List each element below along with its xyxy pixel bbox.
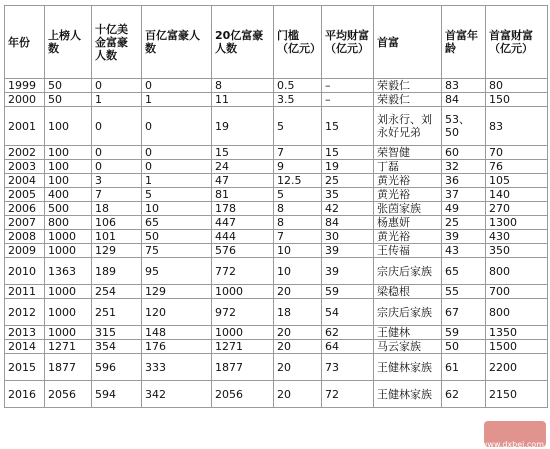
table-cell: 8 xyxy=(212,79,274,93)
table-cell: 2007 xyxy=(5,216,45,230)
table-cell: 0 xyxy=(92,79,142,93)
table-cell: 5 xyxy=(274,107,322,146)
table-cell: 1877 xyxy=(212,354,274,381)
table-cell: 张茵家族 xyxy=(374,202,442,216)
table-cell: 2056 xyxy=(45,381,92,408)
table-cell: 19 xyxy=(212,107,274,146)
table-cell: 596 xyxy=(92,354,142,381)
table-row xyxy=(5,79,548,93)
table-cell: 0 xyxy=(142,79,212,93)
table-cell: – xyxy=(322,79,374,93)
table-cell: 10 xyxy=(142,202,212,216)
table-cell: 39 xyxy=(322,244,374,258)
column-header: 上榜人数 xyxy=(45,6,92,79)
table-cell: 19 xyxy=(322,160,374,174)
column-header: 首富年龄 xyxy=(442,6,486,79)
column-header: 年份 xyxy=(5,6,45,79)
table-cell: 2005 xyxy=(5,188,45,202)
table-cell: 106 xyxy=(92,216,142,230)
table-cell: 772 xyxy=(212,258,274,285)
table-cell: 7 xyxy=(274,146,322,160)
table-cell: 1300 xyxy=(486,216,548,230)
table-cell: 0 xyxy=(142,146,212,160)
table-cell: 101 xyxy=(92,230,142,244)
table-cell: 53、50 xyxy=(442,107,486,146)
table-cell: 47 xyxy=(212,174,274,188)
table-cell: 1000 xyxy=(212,326,274,340)
table-cell: 65 xyxy=(442,258,486,285)
table-cell: 2001 xyxy=(5,107,45,146)
table-cell: 95 xyxy=(142,258,212,285)
table-cell: 2003 xyxy=(5,160,45,174)
table-cell: 2150 xyxy=(486,381,548,408)
table-cell: 1000 xyxy=(45,326,92,340)
table-cell: 30 xyxy=(322,230,374,244)
table-cell: 178 xyxy=(212,202,274,216)
table-cell: 576 xyxy=(212,244,274,258)
table-cell: 马云家族 xyxy=(374,340,442,354)
column-header: 首富财富（亿元） xyxy=(486,6,548,79)
table-cell: 0 xyxy=(142,160,212,174)
table-cell: 9 xyxy=(274,160,322,174)
table-cell: 黄光裕 xyxy=(374,188,442,202)
table-cell: 254 xyxy=(92,285,142,299)
table-cell: 39 xyxy=(442,230,486,244)
table-cell: 251 xyxy=(92,299,142,326)
table-cell: 49 xyxy=(442,202,486,216)
table-cell: 1363 xyxy=(45,258,92,285)
table-cell: 800 xyxy=(486,258,548,285)
table-cell: 354 xyxy=(92,340,142,354)
table-cell: 72 xyxy=(322,381,374,408)
table-cell: 18 xyxy=(92,202,142,216)
table-cell: 1000 xyxy=(45,244,92,258)
table-cell: 1000 xyxy=(45,285,92,299)
table-cell: 430 xyxy=(486,230,548,244)
table-cell: 59 xyxy=(442,326,486,340)
table-cell: 76 xyxy=(486,160,548,174)
table-cell: 100 xyxy=(45,160,92,174)
table-cell: 20 xyxy=(274,381,322,408)
table-cell: 42 xyxy=(322,202,374,216)
table-cell: 70 xyxy=(486,146,548,160)
table-cell: 2000 xyxy=(5,93,45,107)
table-cell: 1350 xyxy=(486,326,548,340)
table-cell: 2002 xyxy=(5,146,45,160)
table-cell: 1000 xyxy=(45,299,92,326)
table-cell: 400 xyxy=(45,188,92,202)
table-cell: 15 xyxy=(322,107,374,146)
table-cell: 0 xyxy=(142,107,212,146)
table-cell: 王健林家族 xyxy=(374,381,442,408)
table-cell: 25 xyxy=(322,174,374,188)
table-cell: 150 xyxy=(486,93,548,107)
table-row xyxy=(5,93,548,107)
table-cell: 2011 xyxy=(5,285,45,299)
table-cell: 50 xyxy=(45,93,92,107)
table-cell: 1500 xyxy=(486,340,548,354)
table-cell: 1271 xyxy=(212,340,274,354)
table-cell: 20 xyxy=(274,354,322,381)
table-cell: 35 xyxy=(322,188,374,202)
table-row xyxy=(5,381,548,408)
table-cell: 500 xyxy=(45,202,92,216)
table-cell: 荣毅仁 xyxy=(374,79,442,93)
table-cell: 55 xyxy=(442,285,486,299)
table-cell: 59 xyxy=(322,285,374,299)
column-header: 20亿富豪人数 xyxy=(212,6,274,79)
table-cell: 18 xyxy=(274,299,322,326)
table-cell: 43 xyxy=(442,244,486,258)
table-cell: 荣毅仁 xyxy=(374,93,442,107)
table-row xyxy=(5,230,548,244)
table-cell: 7 xyxy=(274,230,322,244)
table-cell: 杨惠妍 xyxy=(374,216,442,230)
table-cell: 2013 xyxy=(5,326,45,340)
table-cell: 8 xyxy=(274,202,322,216)
table-cell: 5 xyxy=(142,188,212,202)
table-cell: 黄光裕 xyxy=(374,174,442,188)
table-row xyxy=(5,326,548,340)
table-cell: 5 xyxy=(274,188,322,202)
column-header: 平均财富（亿元） xyxy=(322,6,374,79)
table-cell: 2004 xyxy=(5,174,45,188)
table-cell: 342 xyxy=(142,381,212,408)
table-cell: 2010 xyxy=(5,258,45,285)
table-cell: 447 xyxy=(212,216,274,230)
table-cell: 20 xyxy=(274,340,322,354)
table-cell: 81 xyxy=(212,188,274,202)
table-cell: 20 xyxy=(274,285,322,299)
rich-list-table xyxy=(4,5,548,408)
table-cell: 100 xyxy=(45,174,92,188)
table-cell: 3.5 xyxy=(274,93,322,107)
table-cell: 73 xyxy=(322,354,374,381)
table-cell: 129 xyxy=(142,285,212,299)
table-cell: 60 xyxy=(442,146,486,160)
table-cell: 王健林家族 xyxy=(374,354,442,381)
table-cell: 3 xyxy=(92,174,142,188)
table-cell: 800 xyxy=(486,299,548,326)
table-cell: 105 xyxy=(486,174,548,188)
table-cell: 65 xyxy=(142,216,212,230)
table-cell: 75 xyxy=(142,244,212,258)
header-row xyxy=(5,6,548,79)
table-cell: 刘永行、刘永好兄弟 xyxy=(374,107,442,146)
table-row xyxy=(5,188,548,202)
table-cell: 2200 xyxy=(486,354,548,381)
table-cell: 83 xyxy=(486,107,548,146)
table-row xyxy=(5,285,548,299)
table-cell: 50 xyxy=(142,230,212,244)
table-cell: 15 xyxy=(212,146,274,160)
column-header: 首富 xyxy=(374,6,442,79)
table-cell: 54 xyxy=(322,299,374,326)
table-cell: 120 xyxy=(142,299,212,326)
table-cell: 62 xyxy=(322,326,374,340)
table-row xyxy=(5,258,548,285)
column-header: 十亿美金富豪人数 xyxy=(92,6,142,79)
table-cell: 50 xyxy=(442,340,486,354)
table-cell: 129 xyxy=(92,244,142,258)
table-row xyxy=(5,146,548,160)
table-cell: 32 xyxy=(442,160,486,174)
watermark-text: www.dxbei.com xyxy=(480,440,544,449)
table-cell: 700 xyxy=(486,285,548,299)
table-cell: 270 xyxy=(486,202,548,216)
table-cell: 20 xyxy=(274,326,322,340)
table-row xyxy=(5,216,548,230)
table-cell: 333 xyxy=(142,354,212,381)
table-cell: 37 xyxy=(442,188,486,202)
table-cell: 11 xyxy=(212,93,274,107)
table-row xyxy=(5,202,548,216)
column-header: 百亿富豪人数 xyxy=(142,6,212,79)
table-cell: 315 xyxy=(92,326,142,340)
table-cell: 0 xyxy=(92,146,142,160)
table-cell: 0.5 xyxy=(274,79,322,93)
table-cell: 12.5 xyxy=(274,174,322,188)
table-cell: 100 xyxy=(45,146,92,160)
table-cell: 梁稳根 xyxy=(374,285,442,299)
table-cell: 61 xyxy=(442,354,486,381)
table-cell: 67 xyxy=(442,299,486,326)
table-row xyxy=(5,107,548,146)
table-cell: 2014 xyxy=(5,340,45,354)
table-cell: 24 xyxy=(212,160,274,174)
table-cell: 350 xyxy=(486,244,548,258)
table-cell: 972 xyxy=(212,299,274,326)
table-cell: 8 xyxy=(274,216,322,230)
table-cell: 84 xyxy=(442,93,486,107)
table-cell: 1 xyxy=(92,93,142,107)
table-cell: 444 xyxy=(212,230,274,244)
table-cell: 2009 xyxy=(5,244,45,258)
table-cell: 7 xyxy=(92,188,142,202)
table-cell: 64 xyxy=(322,340,374,354)
table-cell: 黄光裕 xyxy=(374,230,442,244)
table-cell: 宗庆后家族 xyxy=(374,299,442,326)
column-header: 门槛（亿元） xyxy=(274,6,322,79)
table-cell: 0 xyxy=(92,160,142,174)
table-cell: 2016 xyxy=(5,381,45,408)
table-cell: 王健林 xyxy=(374,326,442,340)
table-cell: 140 xyxy=(486,188,548,202)
table-row xyxy=(5,340,548,354)
table-cell: 2015 xyxy=(5,354,45,381)
table-cell: 50 xyxy=(45,79,92,93)
table-cell: 148 xyxy=(142,326,212,340)
table-row xyxy=(5,160,548,174)
table-cell: 荣智健 xyxy=(374,146,442,160)
table-cell: 10 xyxy=(274,258,322,285)
table-cell: 1000 xyxy=(45,230,92,244)
table-cell: 王传福 xyxy=(374,244,442,258)
table-cell: 1271 xyxy=(45,340,92,354)
table-cell: 594 xyxy=(92,381,142,408)
table-cell: – xyxy=(322,93,374,107)
table-cell: 36 xyxy=(442,174,486,188)
table-cell: 39 xyxy=(322,258,374,285)
table-cell: 1 xyxy=(142,174,212,188)
table-cell: 800 xyxy=(45,216,92,230)
table-cell: 宗庆后家族 xyxy=(374,258,442,285)
table-cell: 83 xyxy=(442,79,486,93)
table-row xyxy=(5,244,548,258)
table-cell: 2056 xyxy=(212,381,274,408)
table-cell: 1000 xyxy=(212,285,274,299)
table-cell: 0 xyxy=(92,107,142,146)
table-cell: 2008 xyxy=(5,230,45,244)
table-cell: 62 xyxy=(442,381,486,408)
table-cell: 2006 xyxy=(5,202,45,216)
table-cell: 1877 xyxy=(45,354,92,381)
table-body xyxy=(5,79,548,408)
table-cell: 1999 xyxy=(5,79,45,93)
table-row xyxy=(5,299,548,326)
table-cell: 丁磊 xyxy=(374,160,442,174)
table-cell: 189 xyxy=(92,258,142,285)
table-cell: 15 xyxy=(322,146,374,160)
table-cell: 2012 xyxy=(5,299,45,326)
table-cell: 84 xyxy=(322,216,374,230)
table-cell: 176 xyxy=(142,340,212,354)
table-cell: 100 xyxy=(45,107,92,146)
table-cell: 80 xyxy=(486,79,548,93)
table-cell: 1 xyxy=(142,93,212,107)
table-row xyxy=(5,354,548,381)
table-cell: 10 xyxy=(274,244,322,258)
table-row xyxy=(5,174,548,188)
table-cell: 25 xyxy=(442,216,486,230)
